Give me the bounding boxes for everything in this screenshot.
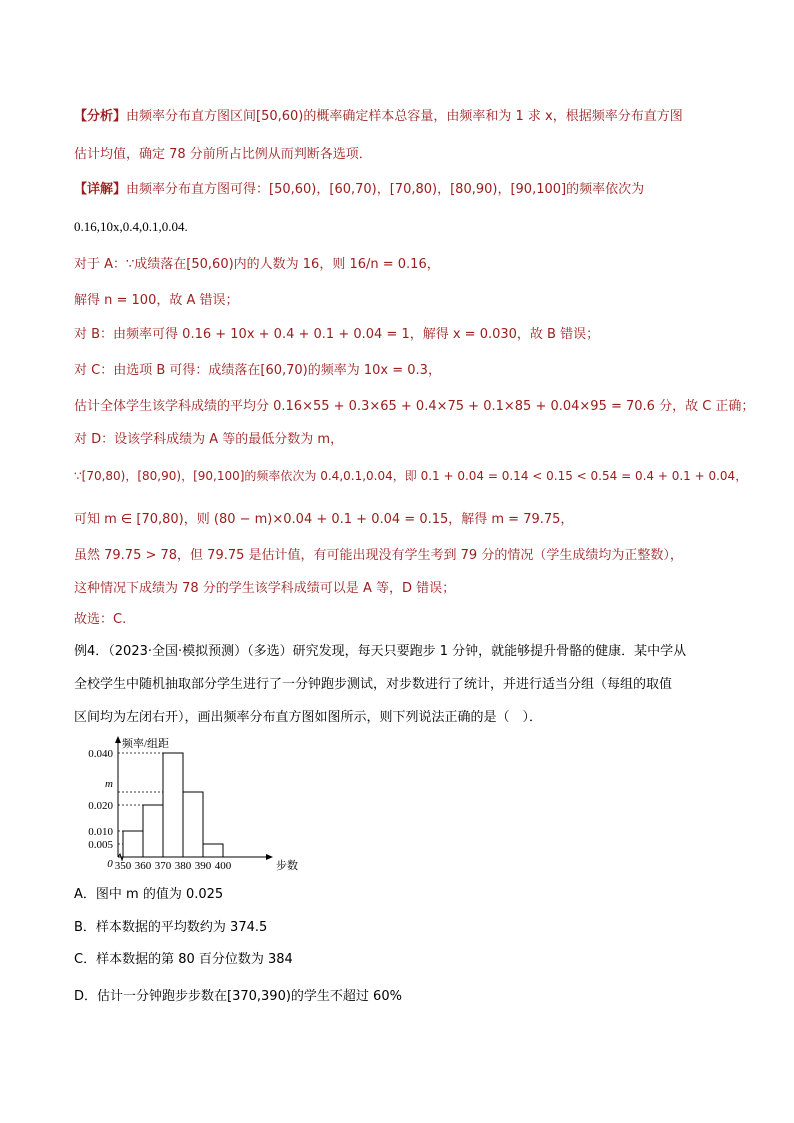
choice-d: D．估计一分钟跑步步数在[370,390)的学生不超过 60% <box>74 989 402 1004</box>
option-d-line-5: 这种情况下成绩为 78 分的学生该学科成绩可以是 A 等，D 错误； <box>74 581 456 596</box>
example4-line-3: 区间均为左闭右开），画出频率分布直方图如图所示，则下列说法正确的是（ ）． <box>74 710 543 725</box>
example4-line-2: 全校学生中随机抽取部分学生进行了一分钟跑步测试，对步数进行了统计，并进行适当分组（每组的取值 <box>74 677 673 692</box>
y-tick-label: m <box>105 778 113 790</box>
y-tick-label: 0.005 <box>88 839 113 851</box>
origin-label: 0 <box>107 858 113 870</box>
choice-c: C．样本数据的第 80 百分位数为 384 <box>74 952 293 967</box>
option-d-line-4: 虽然 79.75 > 78，但 79.75 是估计值，有可能出现没有学生考到 79 分的情况（学生成绩均为正整数）， <box>74 548 683 563</box>
histogram-bar <box>143 805 163 857</box>
x-axis-label: 步数 <box>276 860 298 872</box>
detail-text-1: 由频率分布直方图可得：[50,60)，[60,70)，[70,80)，[80,90)，[90,100]的频率依次为 <box>126 182 645 197</box>
option-b-line-1: 对 B：由频率可得 0.16 + 10x + 0.4 + 0.1 + 0.04 = 1，解得 x = 0.030，故 B 错误； <box>74 327 600 342</box>
x-tick-label: 400 <box>214 860 232 872</box>
option-d-line-2: ∵[70,80)，[80,90)，[90,100]的频率依次为 0.4,0.1,0.04，即 0.1 + 0.04 = 0.14 < 0.15 < 0.54 = 0.4 + 0.1 + 0.04， <box>74 469 748 483</box>
detail-text-2: 0.16,10x,0.4,0.1,0.04. <box>74 219 188 234</box>
choice-a: A．图中 m 的值为 0.025 <box>74 887 224 902</box>
x-tick-label: 350 <box>114 860 132 872</box>
y-axis-arrow <box>115 736 121 743</box>
option-c-line-2: 估计全体学生该学科成绩的平均分 0.16×55 + 0.3×65 + 0.4×75 + 0.1×85 + 0.04×95 = 70.6 分，故 C 正确； <box>74 399 755 414</box>
x-tick-label: 370 <box>154 860 172 872</box>
analysis-text-1: 由频率分布直方图区间[50,60)的概率确定样本总容量，由频率和为 1 求 x，根据频率分布直方图 <box>126 109 683 124</box>
y-tick-label: 0.040 <box>88 748 113 760</box>
histogram-bar <box>203 844 223 857</box>
histogram-bar <box>123 831 143 857</box>
y-axis-label: 频率/组距 <box>122 738 170 750</box>
option-d-line-3: 可知 m ∈ [70,80)，则 (80 − m)×0.04 + 0.1 + 0.04 = 0.15，解得 m = 79.75， <box>74 512 574 527</box>
detail-tag: 【详解】 <box>74 182 127 197</box>
choice-b: B．样本数据的平均数约为 374.5 <box>74 920 268 935</box>
detail-line-1 <box>74 181 644 199</box>
y-tick-label: 0.020 <box>88 800 113 812</box>
x-axis-arrow <box>266 854 273 860</box>
option-a-line-2: 解得 n = 100，故 A 错误； <box>74 293 239 308</box>
answer-line: 故选：C. <box>74 612 127 627</box>
histogram-bar <box>163 753 183 857</box>
option-d-line-1: 对 D：设该学科成绩为 A 等的最低分数为 m， <box>74 432 344 447</box>
y-tick-label: 0.010 <box>88 826 113 838</box>
option-a-line-1: 对于 A：∵成绩落在[50,60)内的人数为 16，则 16/n = 0.16， <box>74 257 440 272</box>
analysis-text-2: 估计均值，确定 78 分前所占比例从而判断各选项． <box>74 147 372 162</box>
histogram-bar <box>183 792 203 857</box>
analysis-tag: 【分析】 <box>74 109 127 124</box>
option-c-line-1: 对 C：由选项 B 可得：成绩落在[60,70)的频率为 10x = 0.3， <box>74 363 441 378</box>
frequency-histogram <box>70 735 310 875</box>
x-tick-label: 390 <box>194 860 212 872</box>
x-tick-label: 380 <box>174 860 192 872</box>
x-tick-label: 360 <box>134 860 152 872</box>
example4-line-1: 例4．（2023·全国·模拟预测）（多选）研究发现，每天只要跑步 1 分钟，就能够提升骨骼的健康．某中学从 <box>74 644 687 659</box>
analysis-line-1 <box>74 108 683 126</box>
